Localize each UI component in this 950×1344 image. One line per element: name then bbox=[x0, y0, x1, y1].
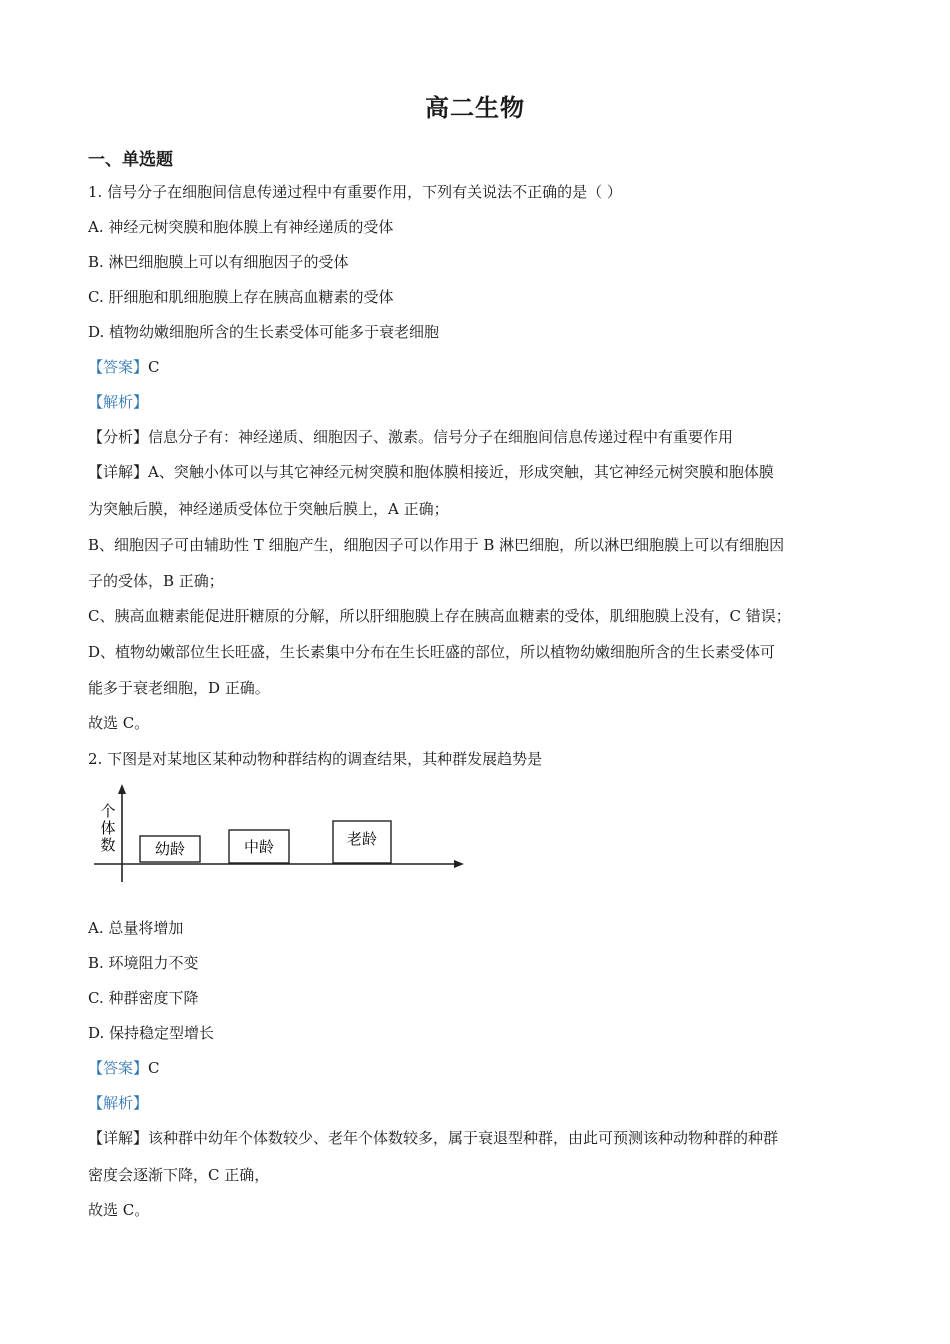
question-1-detail-line: 能多于衰老细胞，D 正确。 bbox=[88, 679, 270, 697]
question-1-option-a: A. 神经元树突膜和胞体膜上有神经递质的受体 bbox=[88, 218, 394, 236]
question-1-fenxi bbox=[88, 427, 863, 447]
analysis-tag: 【解析】 bbox=[88, 1094, 149, 1112]
answer-tag: 【答案】 bbox=[88, 358, 149, 376]
answer-value: C bbox=[148, 358, 160, 376]
question-1-answer bbox=[88, 357, 863, 377]
analysis-tag: 【解析】 bbox=[88, 393, 149, 411]
detail-tag: 【详解】 bbox=[88, 463, 149, 481]
bar-middle-label: 中龄 bbox=[243, 838, 275, 856]
section-heading: 一、单选题 bbox=[88, 150, 173, 170]
question-1-detail-line: D、植物幼嫩部位生长旺盛，生长素集中分布在生长旺盛的部位，所以植物幼嫩细胞所含的生长素受体可 bbox=[88, 643, 776, 661]
answer-tag: 【答案】 bbox=[88, 1059, 149, 1077]
question-2-conclusion: 故选 C。 bbox=[88, 1201, 150, 1219]
y-label-char: 数 bbox=[100, 836, 116, 854]
answer-value: C bbox=[148, 1059, 160, 1077]
y-label-char: 体 bbox=[100, 819, 116, 837]
question-1-detail-line: 为突触后膜，神经递质受体位于突触后膜上，A 正确； bbox=[88, 500, 449, 518]
y-label-char: 个 bbox=[100, 802, 116, 820]
bar-young-label: 幼龄 bbox=[154, 840, 186, 858]
question-1-option-c: C. 肝细胞和肌细胞膜上存在胰高血糖素的受体 bbox=[88, 288, 394, 306]
question-1-detail-line: 子的受体，B 正确； bbox=[88, 572, 224, 590]
detail-text: A、突触小体可以与其它神经元树突膜和胞体膜相接近，形成突触，其它神经元树突膜和胞体膜 bbox=[148, 463, 774, 481]
question-2-option-b: B. 环境阻力不变 bbox=[88, 954, 199, 972]
question-2-option-d: D. 保持稳定型增长 bbox=[88, 1024, 215, 1042]
page-title: 高二生物 bbox=[425, 93, 525, 122]
fenxi-tag: 【分析】 bbox=[88, 428, 149, 446]
question-1-conclusion: 故选 C。 bbox=[88, 714, 150, 732]
detail-text: 该种群中幼年个体数较少、老年个体数较多，属于衰退型种群，由此可预测该种动物种群的种群 bbox=[148, 1129, 779, 1147]
age-structure-figure bbox=[90, 782, 470, 886]
x-axis-arrow-icon bbox=[454, 860, 464, 868]
question-2-stem: 2. 下图是对某地区某种动物种群结构的调查结果，其种群发展趋势是 bbox=[88, 750, 543, 768]
question-1-analysis-tag bbox=[88, 392, 863, 412]
y-axis-arrow-icon bbox=[118, 784, 126, 794]
question-2-detail-line bbox=[88, 1128, 863, 1148]
question-1-stem: 1. 信号分子在细胞间信息传递过程中有重要作用，下列有关说法不正确的是（ ） bbox=[88, 183, 622, 201]
question-1-detail-line: C、胰高血糖素能促进肝糖原的分解，所以肝细胞膜上存在胰高血糖素的受体，肌细胞膜上没有，C 错误； bbox=[88, 607, 791, 625]
fenxi-text: 信息分子有：神经递质、细胞因子、激素。信号分子在细胞间信息传递过程中有重要作用 bbox=[148, 428, 734, 446]
bar-old-label: 老龄 bbox=[346, 830, 378, 848]
question-2-detail-line: 密度会逐渐下降，C 正确， bbox=[88, 1166, 270, 1184]
question-1-option-b: B. 淋巴细胞膜上可以有细胞因子的受体 bbox=[88, 253, 349, 271]
question-2-analysis-tag bbox=[88, 1093, 863, 1113]
question-2-option-a: A. 总量将增加 bbox=[88, 919, 184, 937]
question-1-option-d: D. 植物幼嫩细胞所含的生长素受体可能多于衰老细胞 bbox=[88, 323, 440, 341]
question-2-option-c: C. 种群密度下降 bbox=[88, 989, 199, 1007]
question-1-detail-line: B、细胞因子可由辅助性 T 细胞产生，细胞因子可以作用于 B 淋巴细胞，所以淋巴细胞膜上可以有细胞因 bbox=[88, 536, 785, 554]
detail-tag: 【详解】 bbox=[88, 1129, 149, 1147]
question-2-answer bbox=[88, 1058, 863, 1078]
question-1-detail-line bbox=[88, 462, 863, 482]
